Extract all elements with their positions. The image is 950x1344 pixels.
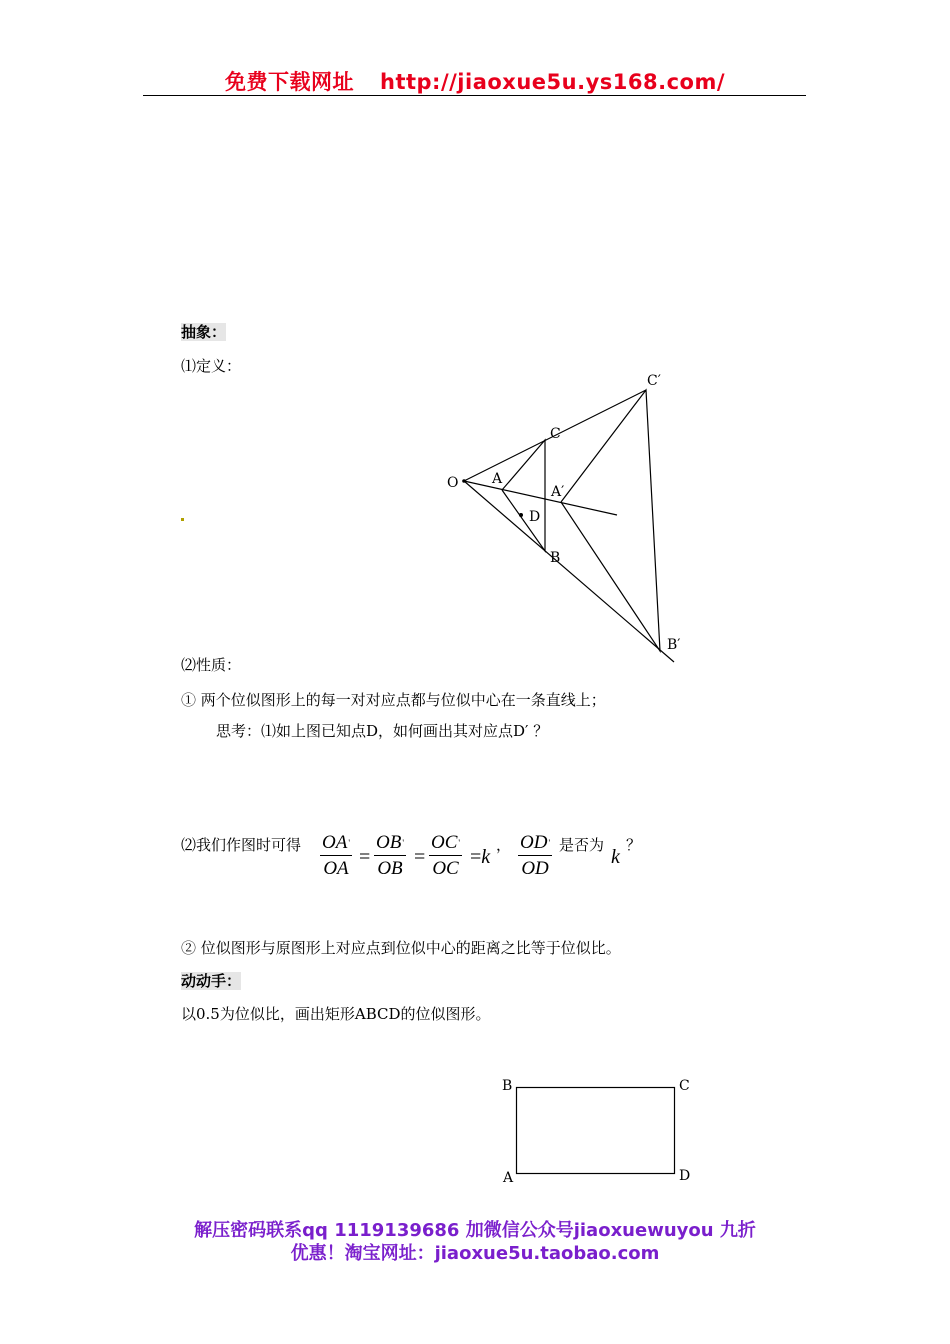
definition-label: ⑴定义： (181, 357, 242, 375)
task-text: 以0.5为位似比，画出矩形ABCD的位似图形。 (181, 1005, 491, 1023)
equals-1: = (359, 846, 371, 868)
rectangle-abcd (517, 1088, 675, 1174)
ray-oa (464, 481, 617, 515)
label-rect-c: C (679, 1078, 690, 1094)
label-rect-b: B (502, 1078, 513, 1094)
label-a: A (492, 471, 503, 487)
footer-line-1: 解压密码联系qq 1119139686 加微信公众号jiaoxuewuyou 九折 (194, 1220, 756, 1241)
label-a-prime: A′ (551, 484, 565, 500)
label-b: B (550, 550, 561, 566)
fraction-oc: $\frac{OC'}{OC}$ (431, 832, 461, 879)
section-abstract-heading: 抽象： (181, 323, 227, 341)
fraction-oa: $\frac{OA'}{OA}$ (322, 832, 350, 879)
margin-mark (181, 518, 184, 521)
equals-2: = (414, 846, 426, 868)
header-title: 免费下载网址 (225, 70, 354, 94)
rectangle-figure (480, 1070, 720, 1190)
label-o: O (447, 475, 459, 491)
property-2: ② 位似图形与原图形上对应点到位似中心的距离之比等于位似比。 (181, 939, 621, 957)
section-hands-on-heading: 动动手： (181, 972, 242, 990)
property-label: ⑵性质： (181, 656, 242, 674)
ray-ob (464, 481, 674, 662)
fraction-ob: $\frac{OB'}{OB}$ (376, 832, 404, 879)
q2-suffix: ？ (626, 836, 642, 854)
triangle-abc (502, 440, 545, 551)
footer-line-2: 优惠！淘宝网址：jiaoxue5u.taobao.com (290, 1243, 660, 1264)
point-o (462, 479, 466, 483)
q2-middle: 是否为 (559, 836, 605, 854)
point-d (519, 513, 523, 517)
label-c-prime: C′ (647, 373, 661, 389)
header-url[interactable]: http://jiaoxue5u.ys168.com/ (380, 70, 725, 94)
label-rect-d: D (679, 1168, 691, 1184)
think-question: 思考：⑴如上图已知点D，如何画出其对应点D′ ？ (216, 722, 549, 740)
label-b-prime: B′ (667, 637, 681, 653)
q2-comma: ， (496, 836, 512, 854)
q2-prefix: ⑵我们作图时可得 (181, 836, 302, 854)
property-1: ① 两个位似图形上的每一对对应点都与位似中心在一条直线上； (181, 691, 606, 709)
label-d: D (529, 509, 541, 525)
fraction-od: $\frac{OD'}{OD}$ (520, 832, 551, 879)
label-rect-a: A (503, 1170, 514, 1186)
triangle-a'b'c' (561, 390, 660, 651)
equals-k: =k (470, 846, 491, 868)
label-c: C (550, 426, 561, 442)
q2-k: k (611, 846, 620, 868)
